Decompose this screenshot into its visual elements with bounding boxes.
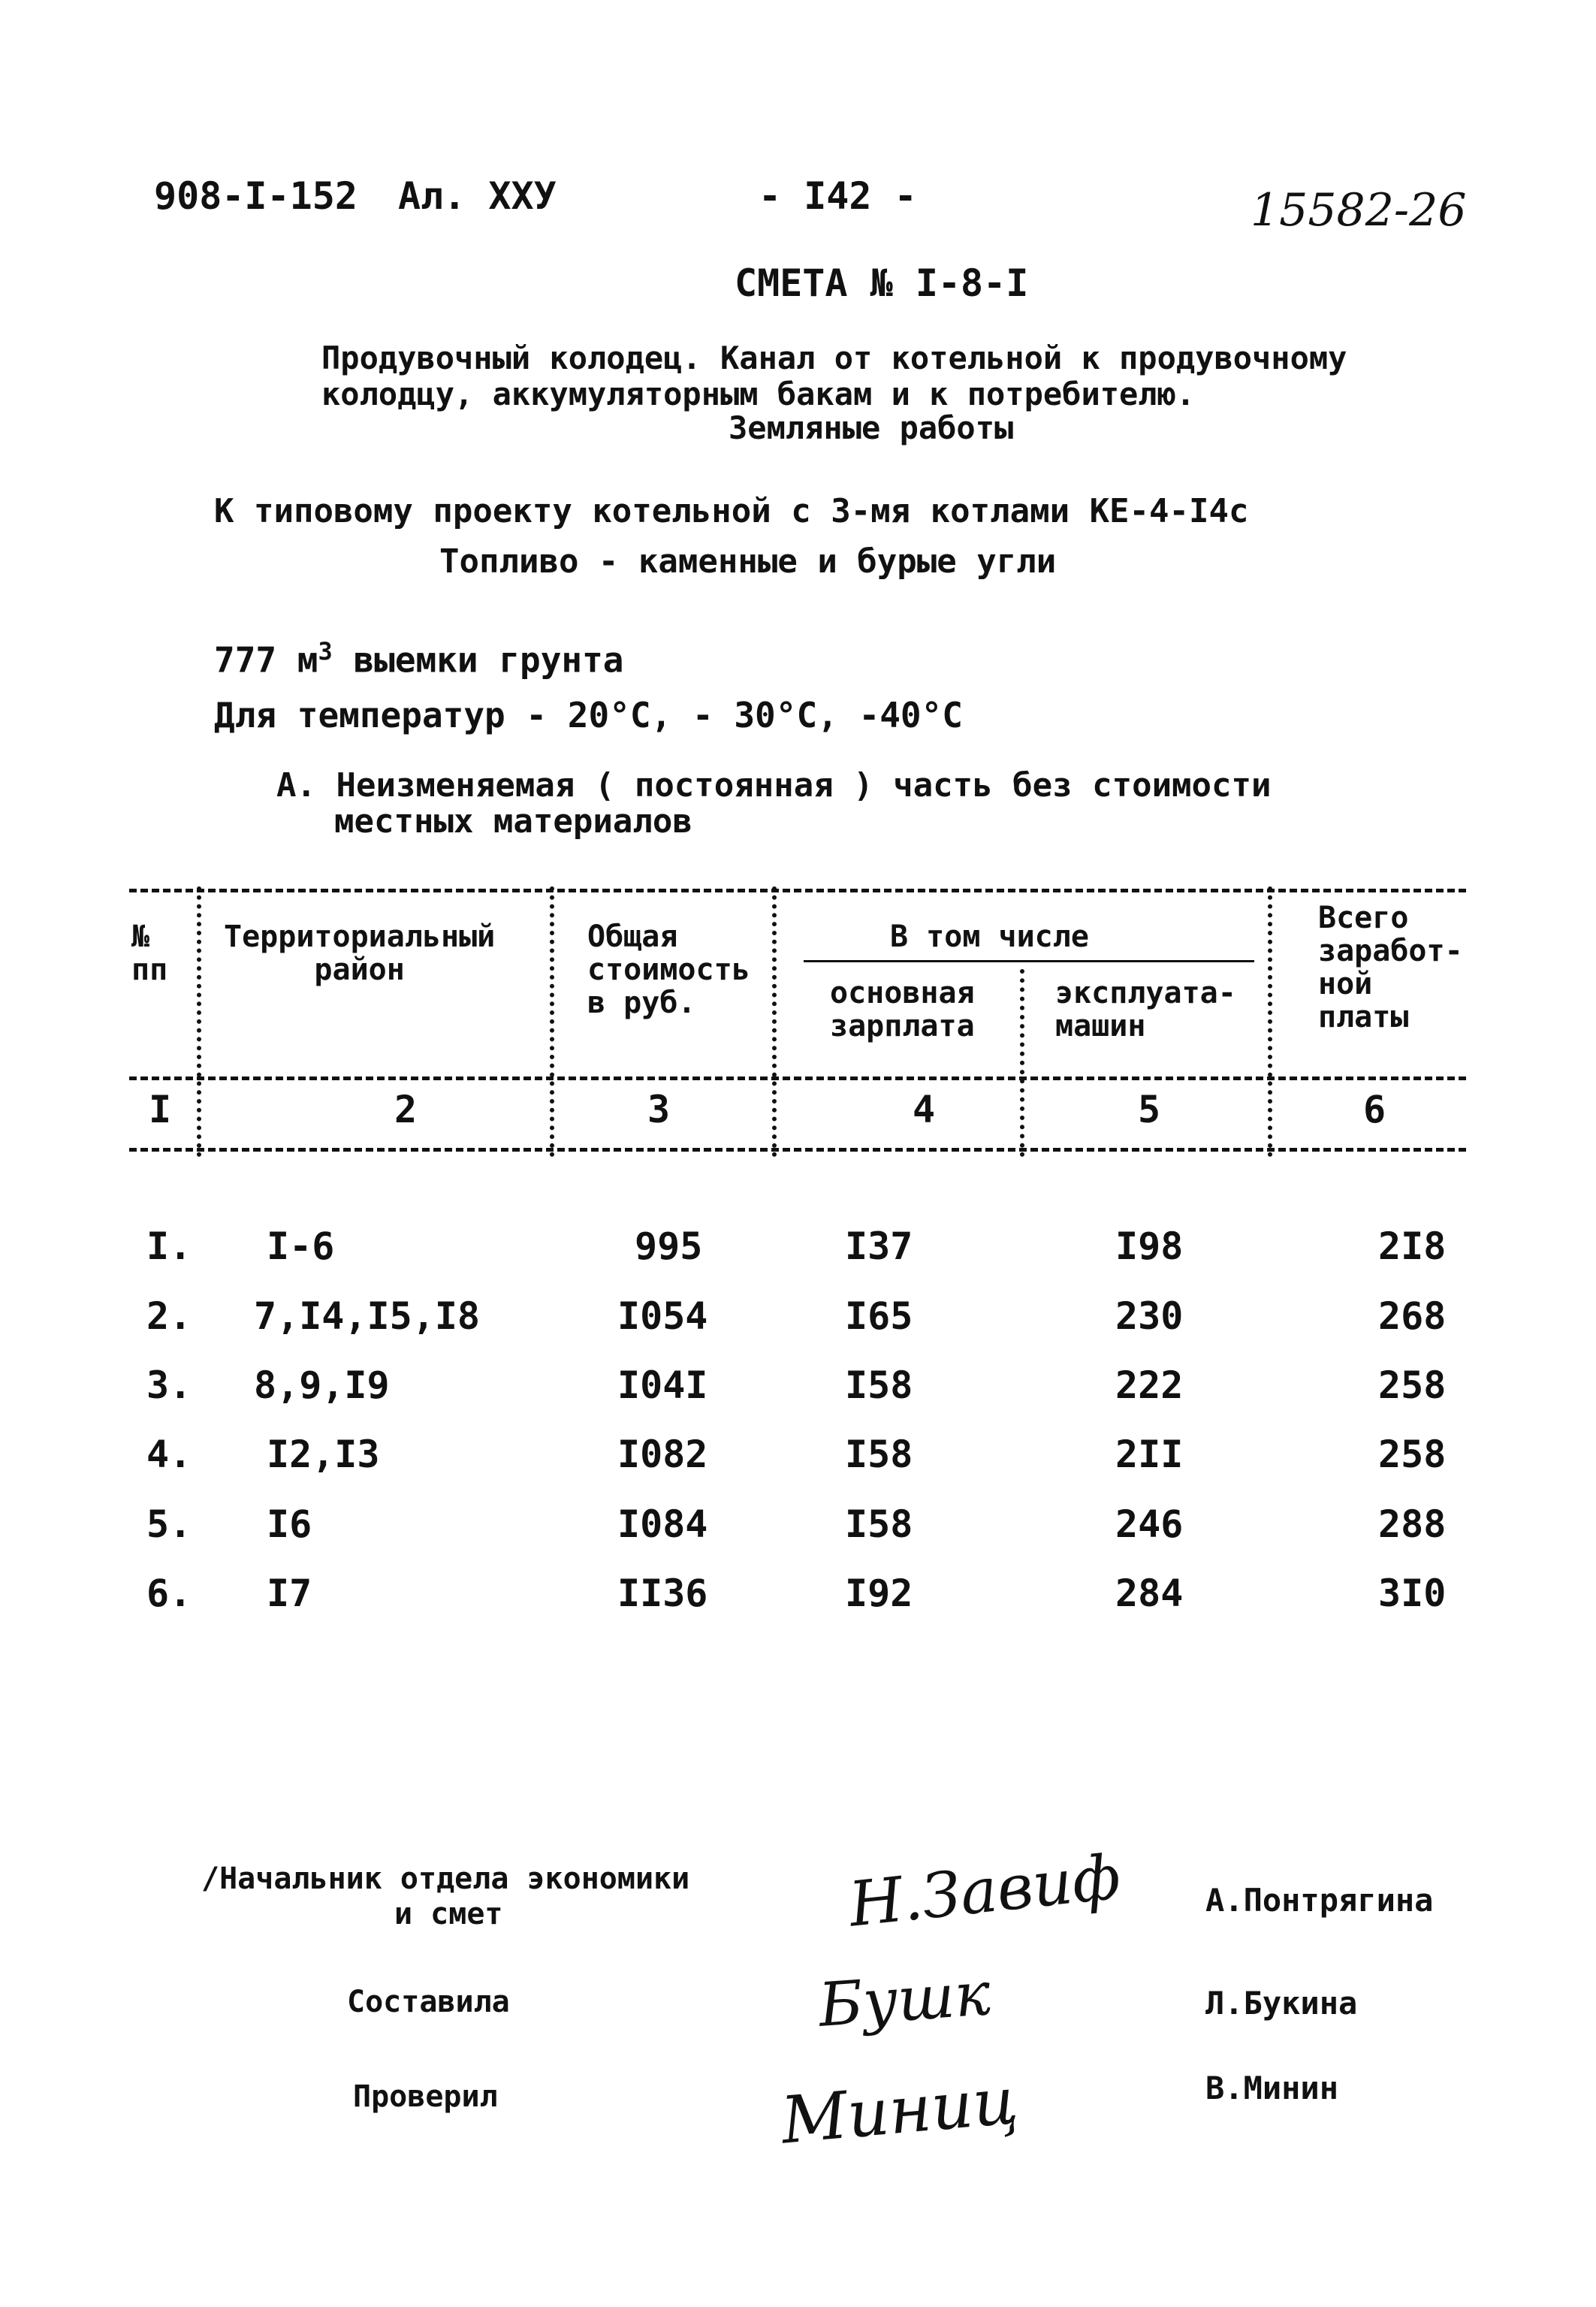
colnum-1: I	[149, 1088, 172, 1131]
row-number: 2.	[146, 1294, 192, 1338]
row-total: I084	[617, 1502, 708, 1546]
header-all-wage: Всего заработ- ной платы	[1318, 901, 1463, 1034]
header-num: № пп	[131, 919, 168, 987]
section-a-line-2: местных материалов	[334, 802, 692, 841]
subtitle-line-2: колодцу, аккумуляторным бакам и к потребителю.	[321, 376, 1196, 412]
header-total: Общая стоимость в руб.	[587, 919, 750, 1020]
temperatures: Для температур - 20°С, - 30°С, -40°С	[214, 695, 963, 735]
row-all-wage: 268	[1378, 1294, 1447, 1338]
row-exploit: I98	[1115, 1224, 1184, 1268]
project-line-1: К типовому проекту котельной с 3-мя котлами КЕ-4-I4с	[214, 492, 1249, 530]
row-number: 5.	[146, 1502, 192, 1546]
checked-name: В.Минин	[1205, 2070, 1339, 2106]
header-wage: основная зарплата	[830, 976, 975, 1043]
head-title-line-1: /Начальник отдела экономики	[201, 1862, 690, 1896]
col-divider-2	[550, 886, 554, 1157]
row-region: I2,I3	[267, 1433, 380, 1476]
row-number: 4.	[146, 1433, 192, 1476]
table-top-rule	[129, 889, 1466, 892]
row-region: 7,I4,I5,I8	[254, 1294, 481, 1338]
row-region: 8,9,I9	[254, 1363, 390, 1407]
colnum-3: 3	[647, 1088, 671, 1131]
row-wage: I37	[845, 1224, 913, 1268]
row-number: 3.	[146, 1363, 192, 1407]
composed-name: Л.Букина	[1205, 1985, 1358, 2022]
checked-signature: Миниц	[778, 2063, 1021, 2159]
sheet-number: 15582-26	[1251, 184, 1467, 237]
header-incl: В том числе	[890, 919, 1089, 954]
header-exploit: эксплуата- машин	[1055, 976, 1236, 1043]
row-wage: I58	[845, 1502, 913, 1546]
checked-title: Проверил	[353, 2079, 498, 2114]
row-all-wage: 258	[1378, 1363, 1447, 1407]
row-number: I.	[146, 1224, 192, 1268]
row-exploit: 284	[1115, 1572, 1184, 1615]
row-wage: I58	[845, 1363, 913, 1407]
row-total: I054	[617, 1294, 708, 1338]
row-wage: I65	[845, 1294, 913, 1338]
document-title: СМЕТА № I-8-I	[735, 261, 1029, 305]
colnum-6: 6	[1363, 1088, 1386, 1131]
project-line-2: Топливо - каменные и бурые угли	[439, 542, 1057, 581]
excavation-volume	[214, 637, 623, 680]
row-wage: I92	[845, 1572, 913, 1615]
colnum-4: 4	[913, 1088, 936, 1131]
header-region: Территориальный район	[224, 919, 496, 987]
volume-value: 777 м	[214, 639, 318, 681]
row-all-wage: 258	[1378, 1433, 1447, 1476]
subtitle-line-1: Продувочный колодец. Канал от котельной к продувочному	[321, 340, 1347, 376]
row-all-wage: 288	[1378, 1502, 1447, 1546]
album-number: Ал. XXУ	[398, 174, 557, 218]
col-divider-5	[1268, 886, 1272, 1157]
row-region: I-6	[267, 1224, 335, 1268]
colnum-2: 2	[394, 1088, 418, 1131]
row-wage: I58	[845, 1433, 913, 1476]
row-exploit: 246	[1115, 1502, 1184, 1546]
col-divider-4	[1020, 969, 1024, 1157]
row-total: I04I	[617, 1363, 708, 1407]
col-divider-3	[772, 886, 777, 1157]
composed-title: Составила	[347, 1985, 510, 2019]
subtitle-line-3: Земляные работы	[729, 409, 1014, 446]
section-a-line-1: А. Неизменяемая ( постоянная ) часть без стоимости	[276, 766, 1272, 805]
head-title-line-2: и смет	[394, 1897, 503, 1931]
row-exploit: 2II	[1115, 1433, 1184, 1476]
head-signature: Н.Завиф	[846, 1841, 1124, 1941]
row-total: I082	[617, 1433, 708, 1476]
row-exploit: 230	[1115, 1294, 1184, 1338]
row-all-wage: 2I8	[1378, 1224, 1447, 1268]
row-number: 6.	[146, 1572, 192, 1615]
page-number: - I42 -	[759, 174, 917, 218]
row-all-wage: 3I0	[1378, 1572, 1447, 1615]
row-total: 995	[635, 1224, 703, 1268]
project-code: 908-I-152	[154, 174, 358, 218]
volume-text: выемки грунта	[353, 639, 624, 681]
row-region: I6	[267, 1502, 312, 1546]
volume-unit-exp: 3	[318, 637, 333, 666]
table-numbers-rule	[129, 1148, 1466, 1152]
row-exploit: 222	[1115, 1363, 1184, 1407]
table-header-rule	[129, 1076, 1466, 1080]
row-total: II36	[617, 1572, 708, 1615]
head-name: А.Понтрягина	[1205, 1882, 1434, 1919]
subgroup-rule	[804, 960, 1254, 962]
composed-signature: Бушк	[816, 1958, 993, 2040]
col-divider-1	[197, 886, 201, 1157]
colnum-5: 5	[1138, 1088, 1161, 1131]
row-region: I7	[267, 1572, 312, 1615]
